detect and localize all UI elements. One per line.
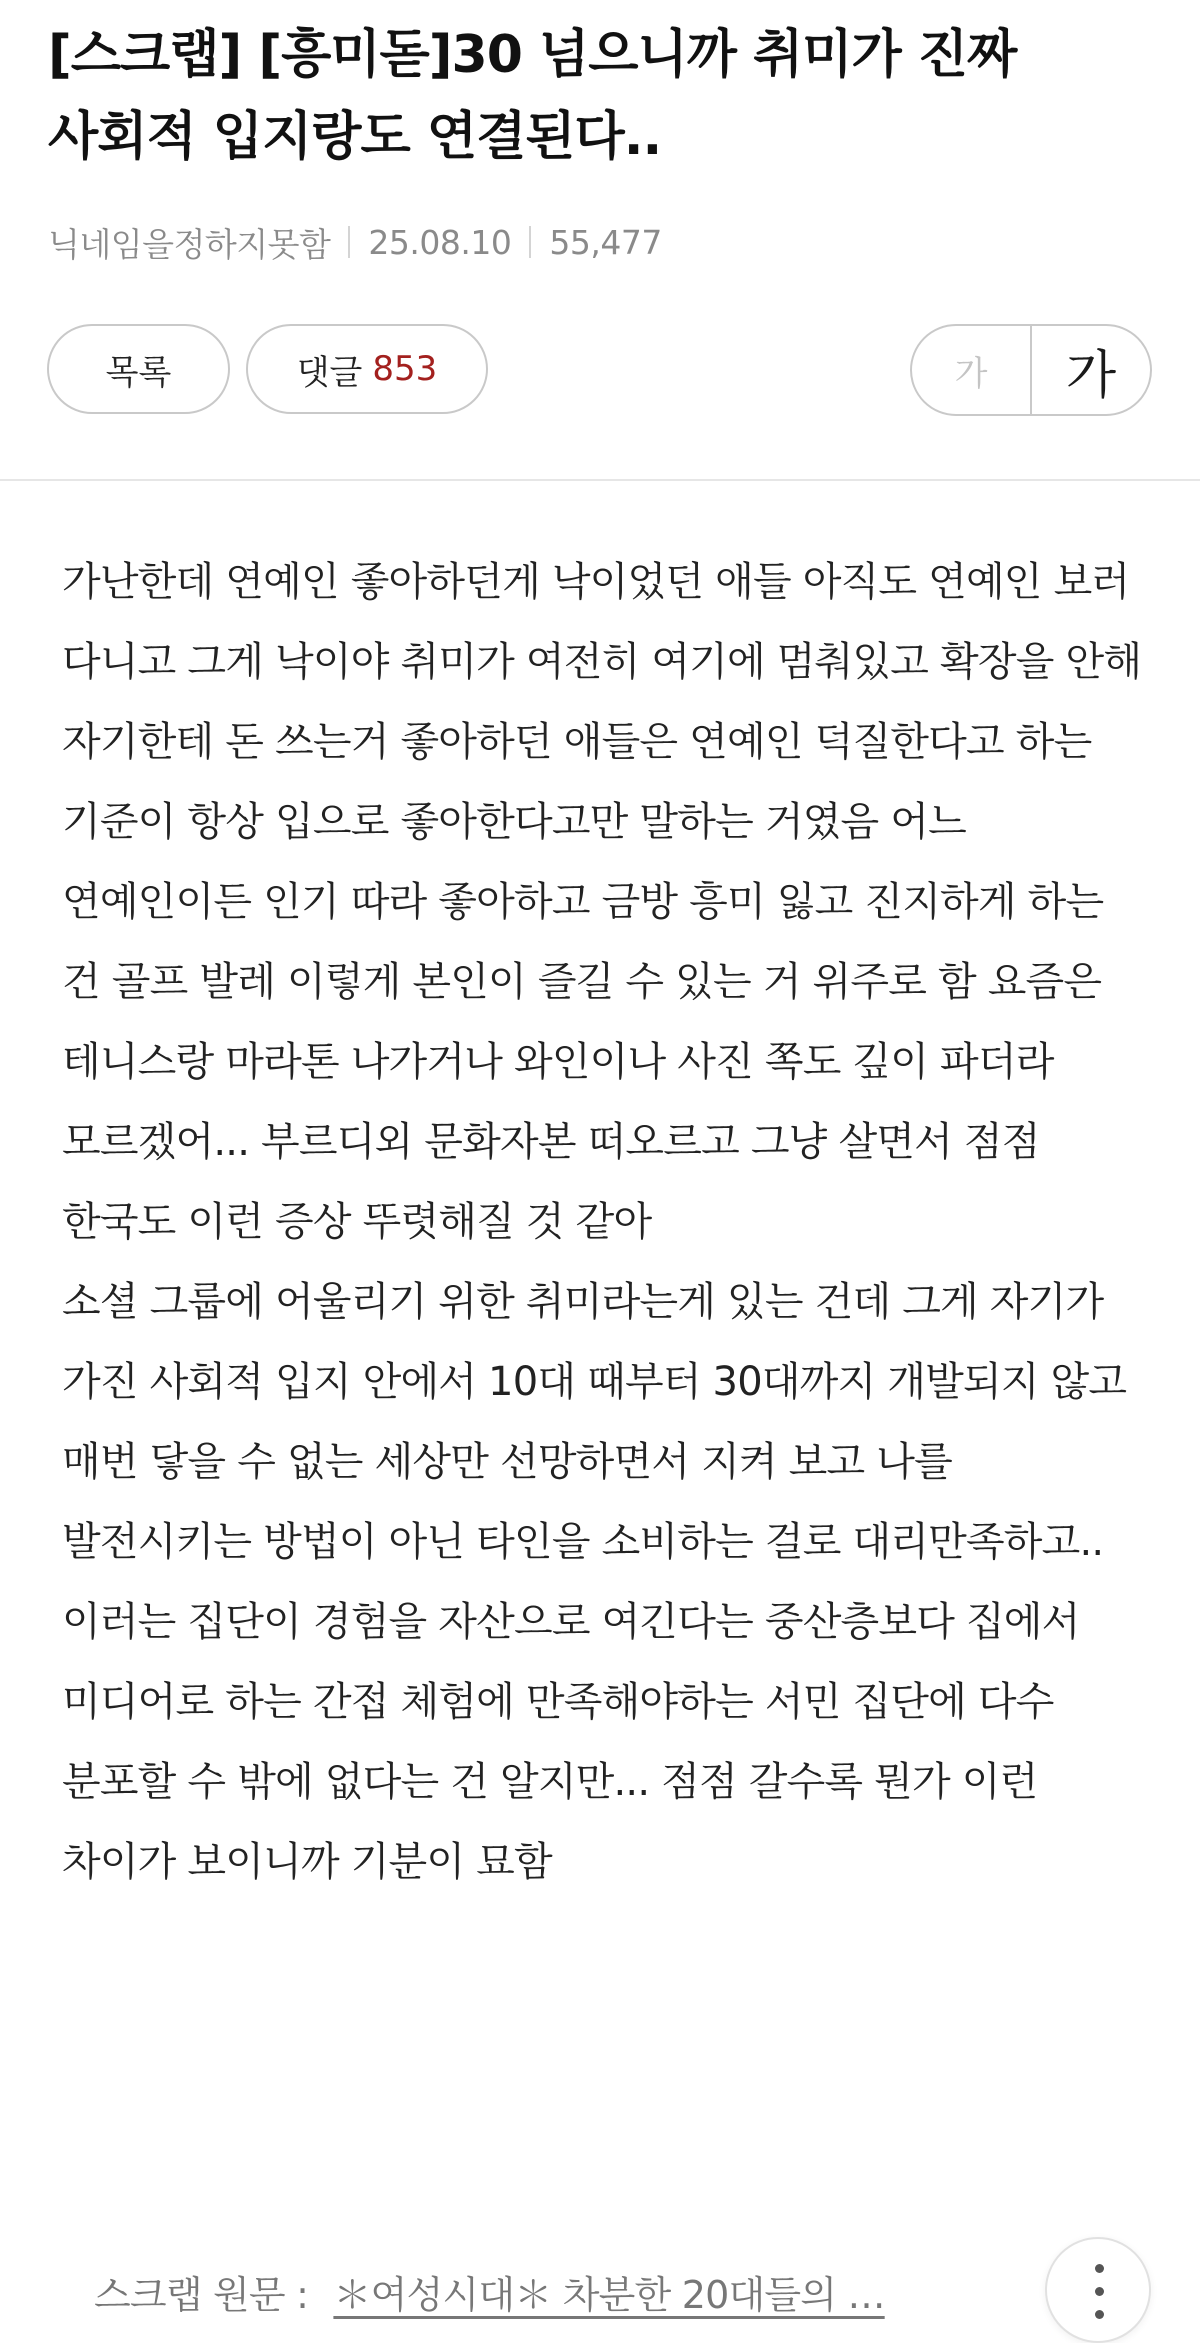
more-icon-dot [1095,2264,1104,2273]
body-paragraph: 자기한테 돈 쓰는거 좋아하던 애들은 연예인 덕질한다고 하는 기준이 항상 입으로 좋아한다고만 말하는 거였음 어느 연예인이든 인기 따라 좋아하고 금방 흥미 잃고 진지하게 하는 건 골프 발레 이렇게 본인이 즐길 수 있는 거 위주로 함 요즘은 테니스랑 마라톤 나가거나 와인이나 사진 쪽도 깊이 파더라 [62,719,1104,1085]
view-count: 55,477 [549,222,662,262]
list-button-label: 목록 [105,352,172,393]
author-name[interactable]: 닉네임을정하지못함 [48,224,331,264]
body-paragraph: 이러는 집단이 경험을 자산으로 여긴다는 중산층보다 집에서 미디어로 하는 간접 체험에 만족해야하는 서민 집단에 다수 분포할 수 밖에 없다는 건 알지만... 점점 갈수록 뭔가 이런 차이가 보이니까 기분이 묘함 [62,1599,1080,1885]
scrap-source-link[interactable]: ＊여성시대＊ 차분한 20대들의 … [333,2273,885,2317]
post-body [62,542,1152,1902]
more-icon-dot [1095,2287,1104,2296]
meta-divider [348,226,350,258]
list-button[interactable] [47,324,230,414]
body-paragraph: 소셜 그룹에 어울리기 위한 취미라는게 있는 건데 그게 자기가 가진 사회적 입지 안에서 10대 때부터 30대까지 개발되지 않고 매번 닿을 수 없는 세상만 선망하면서 지켜 보고 나를 발전시키는 방법이 아닌 타인을 소비하는 걸로 대리만족하고.. [62,1279,1127,1565]
comments-button[interactable] [246,324,488,414]
more-options-button[interactable] [1045,2237,1151,2343]
body-paragraph: 가난한데 연예인 좋아하던게 낙이었던 애들 아직도 연예인 보러 다니고 그게 낙이야 취미가 여전히 여기에 멈춰있고 확장을 안해 [62,559,1142,685]
font-size-small-label: 가 [954,353,988,394]
font-size-increase-button[interactable] [1032,326,1150,414]
font-size-control [910,324,1152,416]
scrap-source-label: 스크랩 원문 : [94,2273,309,2317]
more-icon-dot [1095,2310,1104,2319]
body-paragraph: 모르겠어... 부르디외 문화자본 떠오르고 그냥 살면서 점점 한국도 이런 증상 뚜렷해질 것 같아 [62,1119,1040,1245]
post-meta [48,218,662,266]
post-title: [스크랩] [흥미돋]30 넘으니까 취미가 진짜 사회적 입지랑도 연결된다.. [48,25,1017,167]
comments-button-label: 댓글 [296,352,363,393]
comments-count: 853 [372,349,438,389]
font-size-decrease-button[interactable] [912,326,1032,414]
font-size-large-label: 가 [1065,345,1117,406]
post-date: 25.08.10 [368,222,512,262]
meta-divider [529,226,531,258]
scrap-source [94,2264,885,2319]
post-header [0,0,1200,481]
